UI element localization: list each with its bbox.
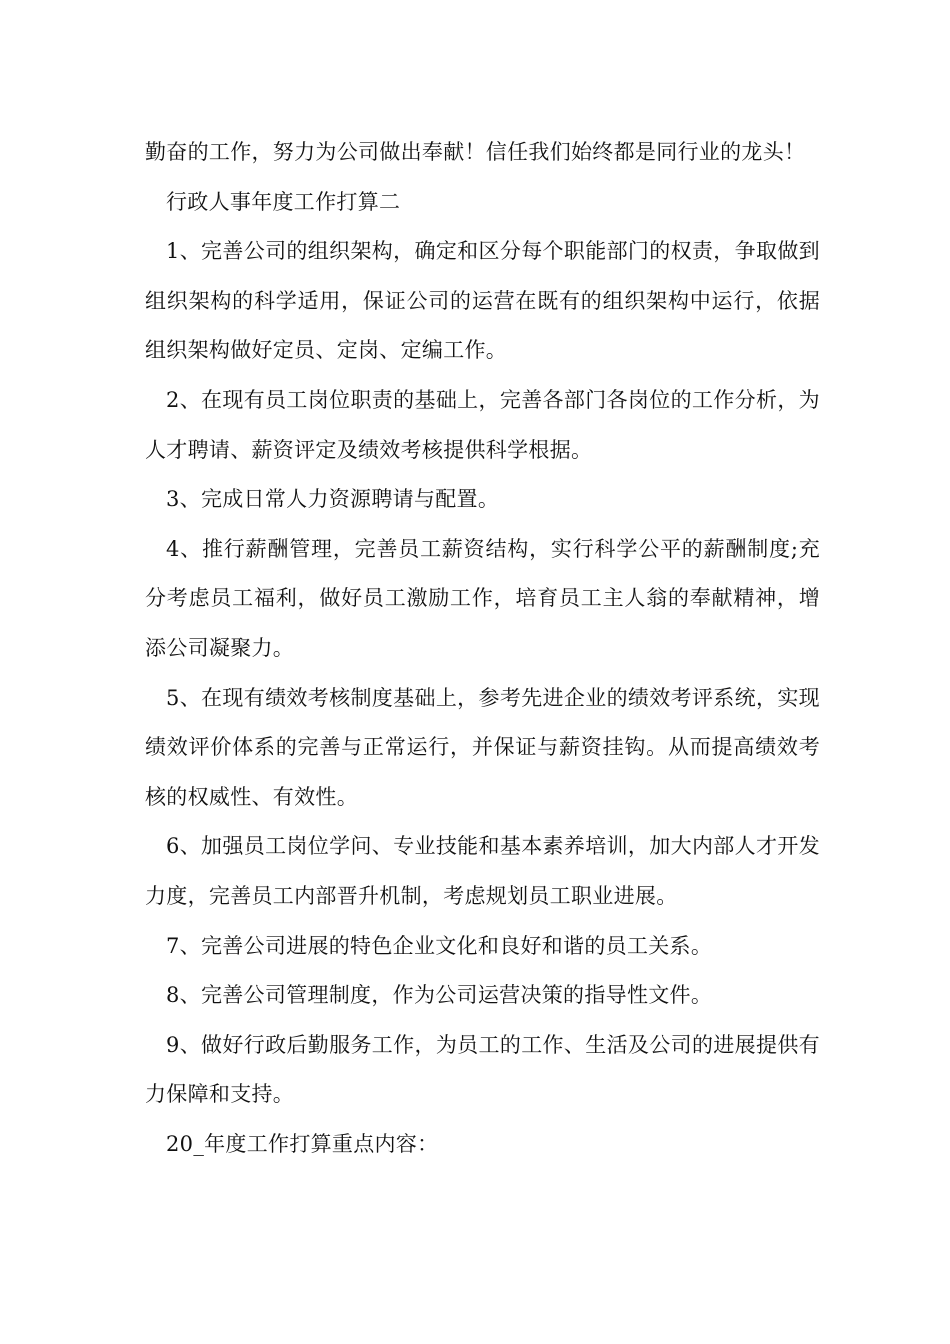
list-item: 2、在现有员工岗位职责的基础上，完善各部门各岗位的工作分析，为人才聘请、薪资评定及绩效考核提供科学根据。 [145,387,820,462]
paragraph-continuation: 勤奋的工作，努力为公司做出奉献！信任我们始终都是同行业的龙头！ [145,140,806,164]
subheading: 20_年度工作打算重点内容： [166,1131,439,1156]
document-body [145,128,820,1169]
list-item: 6、加强员工岗位学问、专业技能和基本素养培训，加大内部人才开发力度，完善员工内部晋升机制，考虑规划员工职业进展。 [145,834,820,908]
list-item: 5、在现有绩效考核制度基础上，参考先进企业的绩效考评系统，实现绩效评价体系的完善与正常运行，并保证与薪资挂钩。从而提高绩效考核的权威性、有效性。 [145,685,820,809]
list-item: 3、完成日常人力资源聘请与配置。 [166,487,500,512]
section-heading: 行政人事年度工作打算二 [166,189,401,214]
list-item: 7、完善公司进展的特色企业文化和良好和谐的员工关系。 [166,933,713,958]
list-item: 1、完善公司的组织架构，确定和区分每个职能部门的权责，争取做到组织架构的科学适用，保证公司的运营在既有的组织架构中运行，依据组织架构做好定员、定岗、定编工作。 [145,239,820,363]
list-item: 9、做好行政后勤服务工作，为员工的工作、生活及公司的进展提供有力保障和支持。 [145,1032,820,1107]
list-item: 4、推行薪酬管理，完善员工薪资结构，实行科学公平的薪酬制度;充分考虑员工福利，做好员工激励工作，培育员工主人翁的奉献精神，增添公司凝聚力。 [145,536,820,660]
list-item: 8、完善公司管理制度，作为公司运营决策的指导性文件。 [166,983,713,1008]
